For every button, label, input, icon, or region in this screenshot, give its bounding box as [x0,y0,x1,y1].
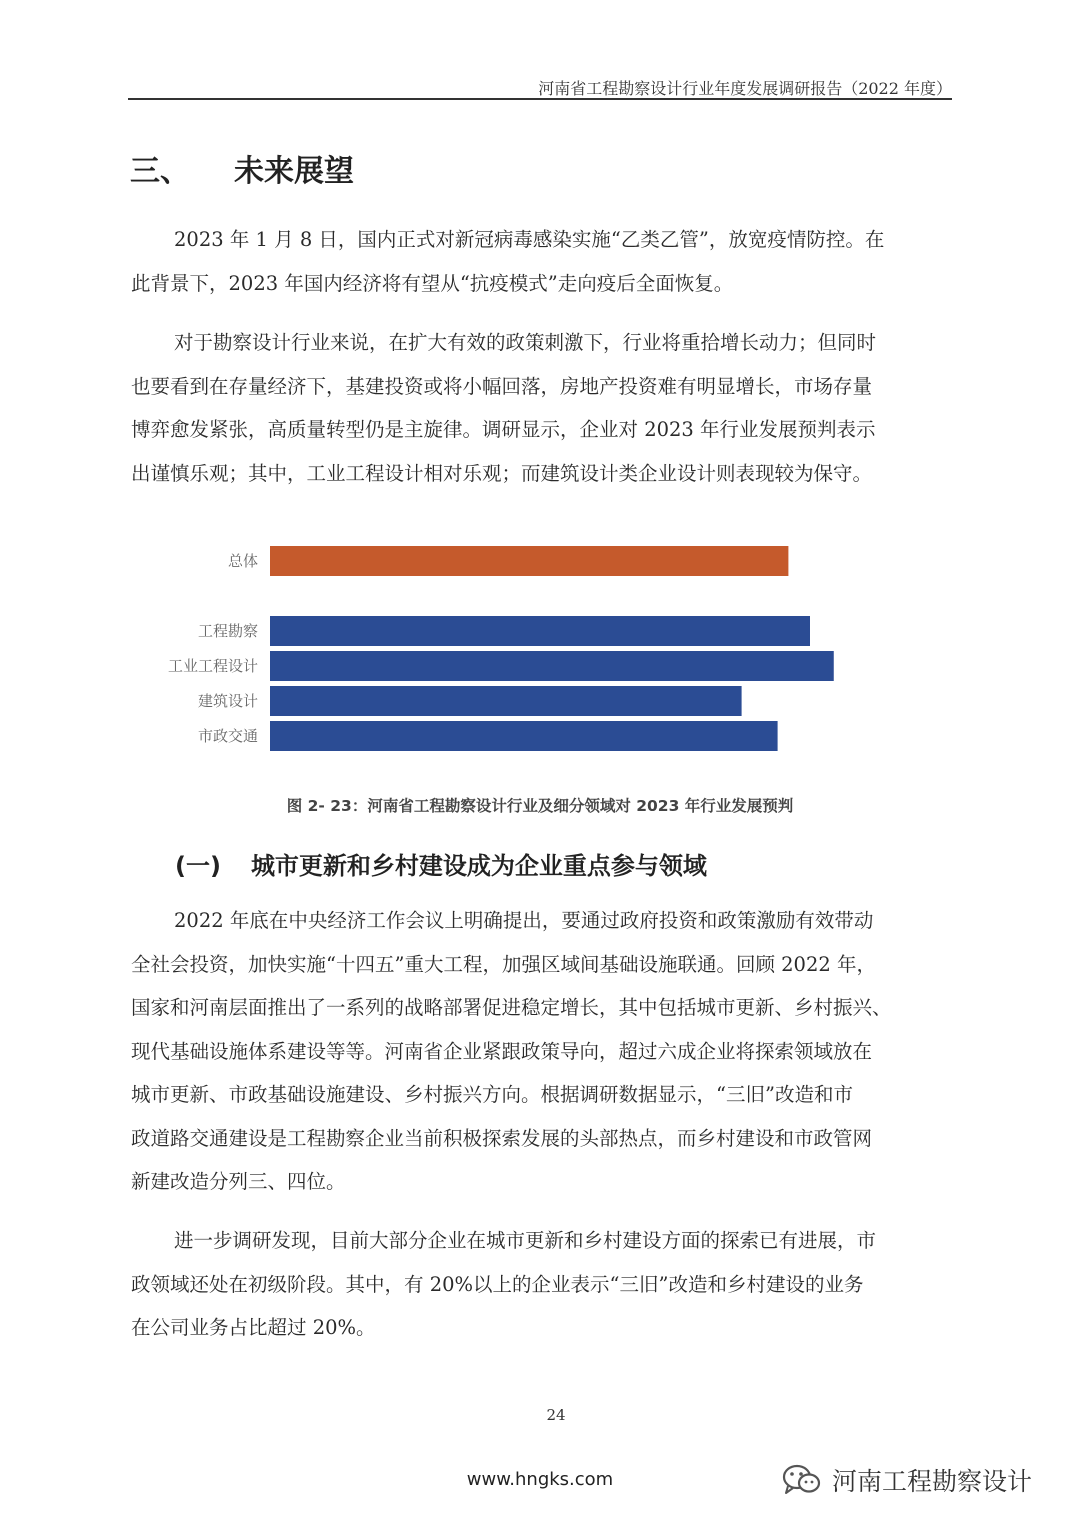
paragraph-line: 2022 年底在中央经济工作会议上明确提出，要通过政府投资和政策激励有效带动 [174,909,874,932]
paragraph-line: 政领域还处在初级阶段。其中，有 20%以上的企业表示“三旧”改造和乡村建设的业务 [131,1272,864,1296]
section-number: 三、 [130,154,190,189]
bar [270,651,834,681]
paragraph-line: 新建改造分列三、四位。 [131,1170,346,1193]
paragraph-4 [131,1219,949,1350]
paragraph-line: 国家和河南层面推出了一系列的战略部署促进稳定增长，其中包括城市更新、乡村振兴、 [131,996,892,1019]
running-header: 河南省工程勘察设计行业年度发展调研报告（2022 年度） [538,79,952,98]
section-title: 未来展望 [234,154,354,189]
category-label: 总体 [227,552,258,570]
bar [270,721,778,751]
figure-caption-text: 河南省工程勘察设计行业及细分领域对 2023 年行业发展预判 [367,797,794,815]
figure-caption-prefix: 图 2- 23： [286,797,368,815]
subsection-heading [175,846,707,881]
paragraph-3 [131,899,949,1204]
paragraph-line: 此背景下，2023 年国内经济将有望从“抗疫模式”走向疫后全面恢复。 [131,271,734,295]
wechat-account-name: 河南工程勘察设计 [832,1467,1033,1496]
paragraph-line: 全社会投资，加快实施“十四五”重大工程，加强区域间基础设施联通。回顾 2022 年， [131,952,876,976]
paragraph-line: 城市更新、市政基础设施建设、乡村振兴方向。根据调研数据显示，“三旧”改造和市 [131,1083,853,1106]
paragraph-line: 在公司业务占比超过 20%。 [131,1316,376,1339]
paragraph-line: 进一步调研发现，目前大部分企业在城市更新和乡村建设方面的探索已有进展，市 [174,1229,877,1252]
paragraph-line: 现代基础设施体系建设等等。河南省企业紧跟政策导向，超过六成企业将探索领域放在 [131,1039,873,1063]
header-rule [128,98,952,100]
subsection-title: 城市更新和乡村建设成为企业重点参与领域 [250,852,707,880]
forecast-bar-chart [150,535,880,765]
paragraph-line: 出谨慎乐观；其中，工业工程设计相对乐观；而建筑设计类企业设计则表现较为保守。 [131,461,873,485]
paragraph-2 [131,321,949,495]
bar [270,546,788,576]
website-url: www.hngks.com [466,1469,614,1490]
paragraph-line: 也要看到在存量经济下，基建投资或将小幅回落，房地产投资难有明显增长，市场存量 [131,374,873,398]
bar [270,616,810,646]
category-label: 市政交通 [197,727,258,745]
category-label: 建筑设计 [197,692,258,710]
paragraph-line: 博弈愈发紧张，高质量转型仍是主旋律。调研显示，企业对 2023 年行业发展预判表示 [131,418,876,441]
category-label: 工程勘察 [197,622,258,640]
wechat-icon [782,1463,822,1497]
wechat-watermark [782,1460,1032,1500]
bar [270,686,742,716]
paragraph-line: 2023 年 1 月 8 日，国内正式对新冠病毒感染实施“乙类乙管”，放宽疫情防控。在 [174,228,885,251]
figure-caption [130,794,950,816]
subsection-number: (一) [175,852,221,880]
section-heading [130,146,354,190]
paragraph-line: 对于勘察设计行业来说，在扩大有效的政策刺激下，行业将重拾增长动力；但同时 [174,331,877,354]
page-number: 24 [546,1406,566,1424]
paragraph-line: 政道路交通建设是工程勘察企业当前积极探索发展的头部热点，而乡村建设和市政管网 [131,1126,873,1150]
paragraph-1 [131,218,949,305]
category-label: 工业工程设计 [167,657,258,675]
